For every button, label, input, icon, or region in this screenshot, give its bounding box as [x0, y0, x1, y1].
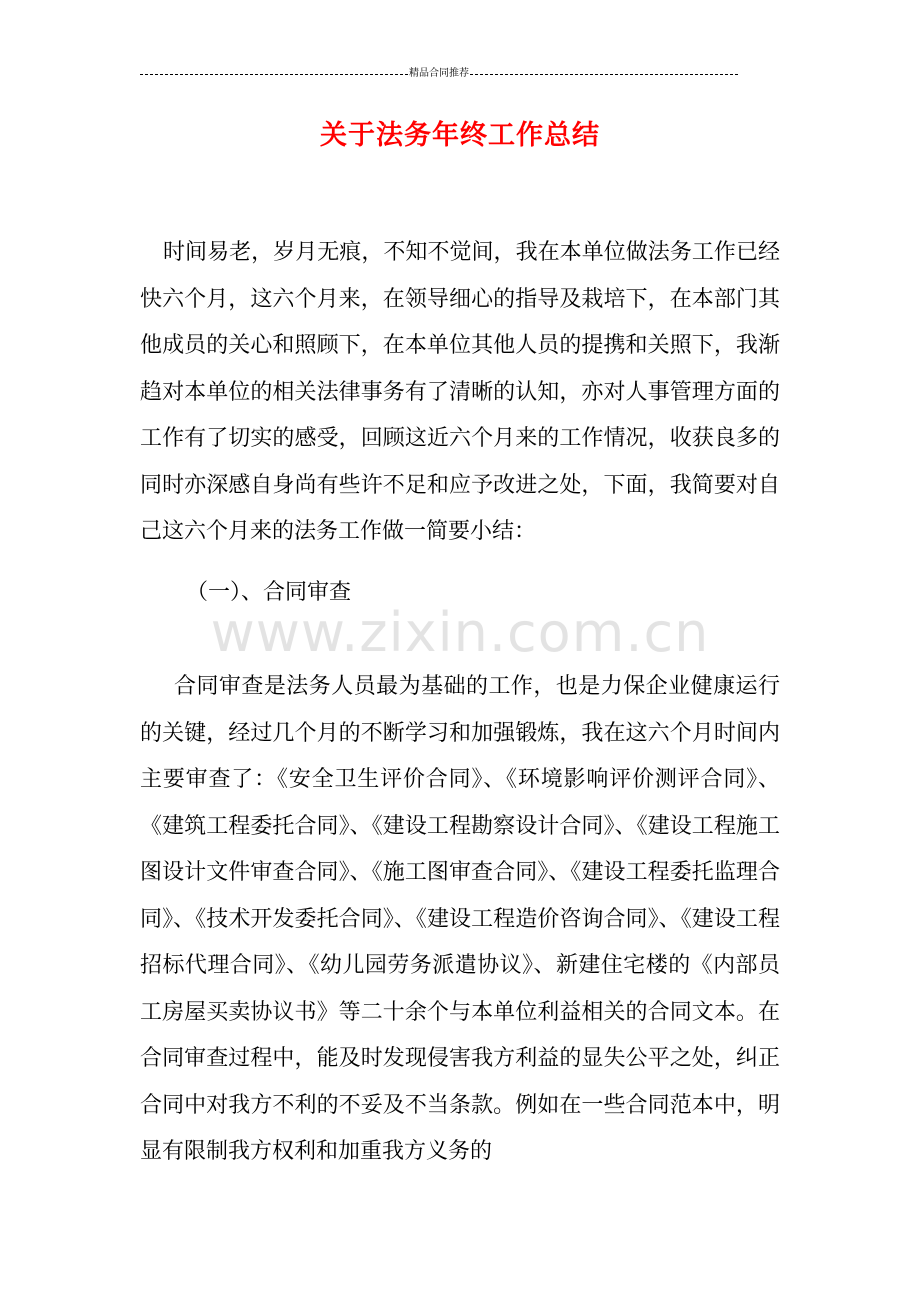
- section-heading-contract-review: （一）、合同审查: [186, 580, 352, 605]
- paragraph-intro: 时间易老，岁月无痕，不知不觉间，我在本单位做法务工作已经快六个月，这六个月来，在领导细心的指导及栽培下，在本部门其他成员的关心和照顾下，在本单位其他人员的提携和关照下，我渐趋对本单位的相关法律事务有了清晰的认知，亦对人事管理方面的工作有了切实的感受，回顾这近六个月来的工作情况，收获良多的同时亦深感自身尚有些许不足和应予改进之处，下面，我简要对自己这六个月来的法务工作做一简要小结：: [140, 240, 780, 544]
- watermark: www.zixin.com.cn: [210, 601, 710, 664]
- header-divider-left: [140, 74, 408, 75]
- page-header: [140, 66, 738, 82]
- paragraph-contract-review: 合同审查是法务人员最为基础的工作，也是力保企业健康运行的关键，经过几个月的不断学习和加强锻炼，我在这六个月时间内主要审查了：《安全卫生评价合同》、《环境影响评价测评合同》、《建筑工程委托合同》、《建设工程勘察设计合同》、《建设工程施工图设计文件审查合同》、《施工图审查合同》、《建设工程委托监理合同》、《技术开发委托合同》、《建设工程造价咨询合同》、《建设工程招标代理合同》、《幼儿园劳务派遣协议》、新建住宅楼的《内部员工房屋买卖协议书》等二十余个与本单位利益相关的合同文本。在合同审查过程中，能及时发现侵害我方利益的显失公平之处，纠正合同中对我方不利的不妥及不当条款。例如在一些合同范本中，明显有限制我方权利和加重我方义务的: [140, 674, 780, 1164]
- header-divider-right: [470, 74, 738, 75]
- document-title: 关于法务年终工作总结: [320, 120, 600, 151]
- header-label: 精品合同推荐: [409, 68, 469, 79]
